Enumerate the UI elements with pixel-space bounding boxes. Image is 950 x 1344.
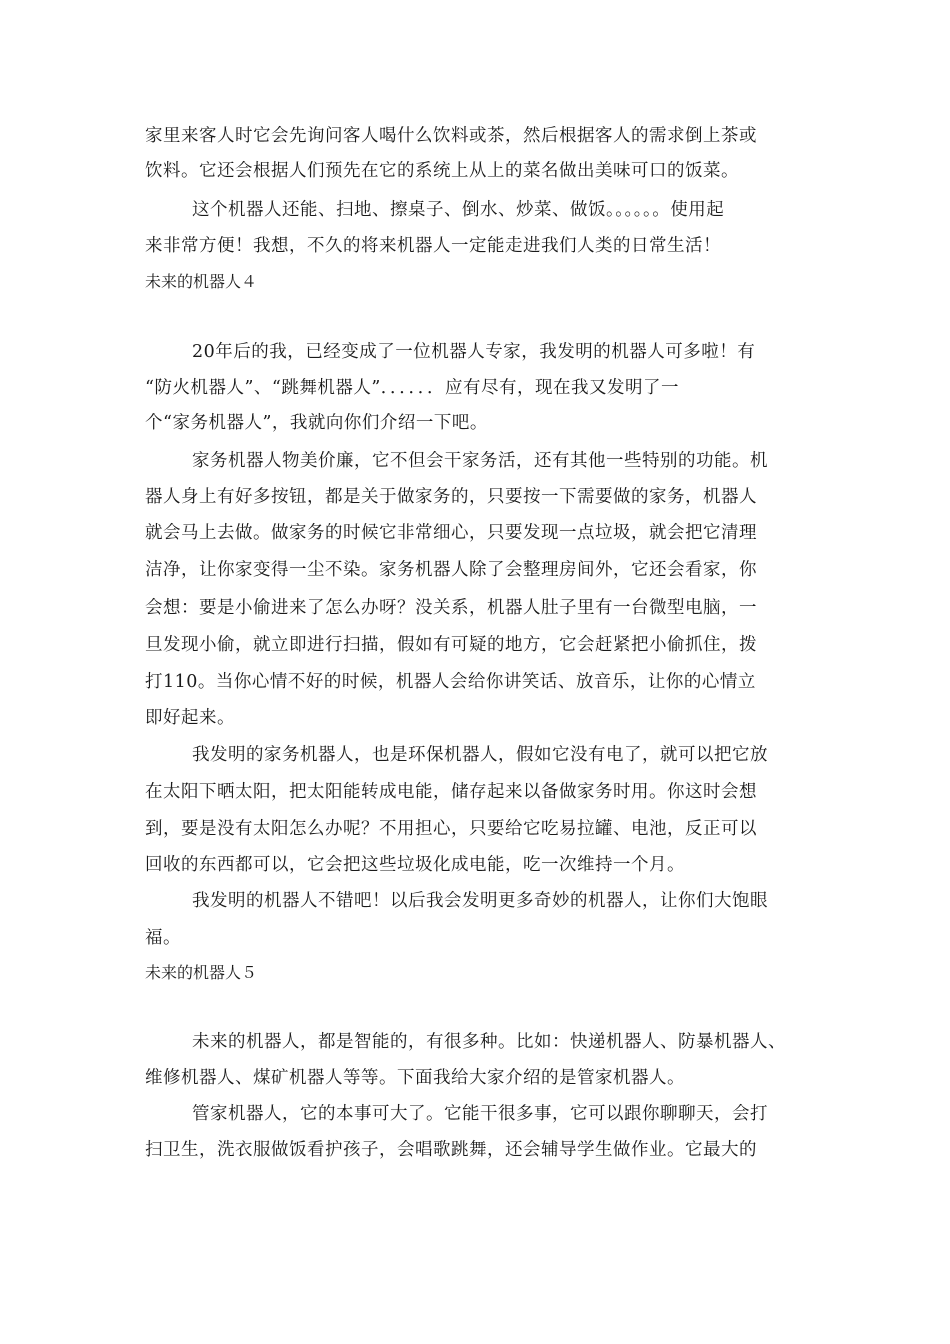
paragraph-line: 未来的机器人，都是智能的，有很多种。比如：快递机器人、防暴机器人、 [192, 1032, 786, 1052]
paragraph-line: 饮料。它还会根据人们预先在它的系统上从上的菜名做出美味可口的饭菜。 [145, 161, 739, 181]
paragraph-line: 来非常方便！我想，不久的将来机器人一定能走进我们人类的日常生活！ [145, 236, 721, 256]
paragraph-line: 维修机器人、煤矿机器人等等。下面我给大家介绍的是管家机器人。 [145, 1068, 685, 1088]
paragraph-line: 20年后的我，已经变成了一位机器人专家，我发明的机器人可多啦！有 [192, 342, 756, 362]
paragraph-line: 管家机器人，它的本事可大了。它能干很多事，它可以跟你聊聊天，会打 [192, 1104, 768, 1124]
paragraph-line: 福。 [145, 928, 181, 948]
paragraph-line: 打110。当你心情不好的时候，机器人会给你讲笑话、放音乐，让你的心情立 [145, 672, 756, 692]
paragraph-line: 旦发现小偷，就立即进行扫描，假如有可疑的地方，它会赶紧把小偷抓住，拨 [145, 635, 757, 655]
paragraph-line: 洁净，让你家变得一尘不染。家务机器人除了会整理房间外，它还会看家，你 [145, 560, 757, 580]
paragraph-line: 家务机器人物美价廉，它不但会干家务活，还有其他一些特别的功能。机 [192, 451, 768, 471]
paragraph-line: 回收的东西都可以，它会把这些垃圾化成电能，吃一次维持一个月。 [145, 855, 685, 875]
paragraph-line: 个“家务机器人”，我就向你们介绍一下吧。 [145, 413, 488, 433]
paragraph-line: 我发明的机器人不错吧！以后我会发明更多奇妙的机器人，让你们大饱眼 [192, 891, 768, 911]
paragraph-line: 我发明的家务机器人，也是环保机器人，假如它没有电了，就可以把它放 [192, 745, 768, 765]
paragraph-line: 就会马上去做。做家务的时候它非常细心，只要发现一点垃圾，就会把它清理 [145, 523, 757, 543]
paragraph-line: 在太阳下晒太阳，把太阳能转成电能，储存起来以备做家务时用。你这时会想 [145, 782, 757, 802]
paragraph-line: 这个机器人还能、扫地、擦桌子、倒水、炒菜、做饭。。。。。。使用起 [192, 200, 725, 220]
paragraph-line: “防火机器人”、“跳舞机器人”．．．．．．应有尽有，现在我又发明了一 [145, 378, 680, 398]
paragraph-line: 家里来客人时它会先询问客人喝什么饮料或茶，然后根据客人的需求倒上茶或 [145, 126, 757, 146]
section-heading: 未来的机器人４ [145, 272, 258, 291]
paragraph-line: 到，要是没有太阳怎么办呢？不用担心，只要给它吃易拉罐、电池，反正可以 [145, 819, 757, 839]
paragraph-line: 即好起来。 [145, 708, 235, 728]
section-heading: 未来的机器人５ [145, 963, 258, 982]
paragraph-line: 会想：要是小偷进来了怎么办呀？没关系，机器人肚子里有一台微型电脑，一 [145, 598, 757, 618]
paragraph-line: 器人身上有好多按钮，都是关于做家务的，只要按一下需要做的家务，机器人 [145, 487, 757, 507]
paragraph-line: 扫卫生，洗衣服做饭看护孩子，会唱歌跳舞，还会辅导学生做作业。它最大的 [145, 1140, 757, 1160]
